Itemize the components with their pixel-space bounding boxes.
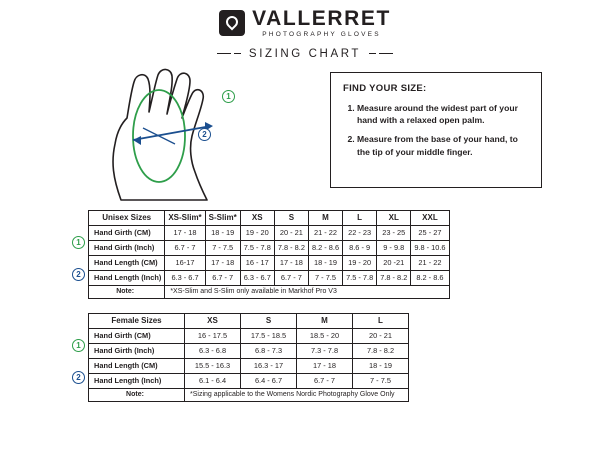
cell: 6.1 - 6.4 (185, 373, 241, 388)
cell: 7.8 - 8.2 (274, 240, 308, 255)
column-header: M (308, 210, 342, 225)
note-text: *Sizing applicable to the Womens Nordic Photography Glove Only (185, 388, 409, 401)
table-note-row (89, 388, 409, 401)
brand-name: VALLERRET (252, 7, 391, 30)
unisex-length-marker: 2 (72, 268, 85, 281)
size-tables (0, 206, 610, 402)
cell: 17 - 18 (274, 255, 308, 270)
cell: 6.7 - 7 (274, 270, 308, 285)
cell: 20 - 21 (353, 328, 409, 343)
sizing-chart-title-row (217, 48, 393, 60)
cell: 19 - 20 (240, 225, 274, 240)
right-dash-rule-icon (369, 53, 393, 55)
cell: 7 - 7.5 (205, 240, 240, 255)
table-row (89, 225, 450, 240)
row-label: Hand Length (CM) (89, 255, 165, 270)
cell: 23 - 25 (377, 225, 411, 240)
cell: 21 - 22 (308, 225, 342, 240)
find-your-size-title: FIND YOUR SIZE: (343, 82, 427, 94)
find-your-size-step: 1. Measure around the widest part of your hand with a relaxed open palm. (357, 102, 529, 127)
left-dash-rule-icon (217, 53, 241, 55)
diagram-marker-2: 2 (198, 128, 211, 141)
brand-tagline: PHOTOGRAPHY GLOVES (262, 31, 381, 38)
cell: 17 - 18 (205, 255, 240, 270)
cell: 9 - 9.8 (377, 240, 411, 255)
unisex-sizes-table (88, 210, 450, 299)
note-label: Note: (89, 388, 185, 401)
row-label: Hand Girth (CM) (89, 328, 185, 343)
row-label: Hand Length (CM) (89, 358, 185, 373)
column-header: S (241, 313, 297, 328)
table-row (89, 343, 409, 358)
row-label: Hand Girth (Inch) (89, 343, 185, 358)
cell: 6.3 - 6.7 (240, 270, 274, 285)
cell: 7.5 - 7.8 (240, 240, 274, 255)
hand-diagram (0, 66, 320, 206)
page-header (0, 0, 610, 60)
cell: 6.7 - 7 (297, 373, 353, 388)
table-row (89, 210, 450, 225)
cell: 25 - 27 (411, 225, 449, 240)
unisex-girth-marker: 1 (72, 236, 85, 249)
diagram-marker-1: 1 (222, 90, 235, 103)
unisex-table-title: Unisex Sizes (89, 210, 165, 225)
table-row (89, 358, 409, 373)
female-table-title: Female Sizes (89, 313, 185, 328)
cell: 9.8 - 10.6 (411, 240, 449, 255)
column-header: XS (185, 313, 241, 328)
cell: 8.2 - 8.6 (308, 240, 342, 255)
female-girth-marker: 1 (72, 339, 85, 352)
note-text: *XS-Slim and S-Slim only available in Markhof Pro V3 (165, 285, 449, 298)
cell: 6.4 - 6.7 (241, 373, 297, 388)
column-header: L (343, 210, 377, 225)
cell: 18 - 19 (205, 225, 240, 240)
illustration-and-instructions (0, 60, 610, 206)
cell: 16.3 - 17 (241, 358, 297, 373)
column-header: XXL (411, 210, 449, 225)
cell: 7.3 - 7.8 (297, 343, 353, 358)
cell: 16-17 (165, 255, 205, 270)
cell: 7.5 - 7.8 (343, 270, 377, 285)
table-row (89, 240, 450, 255)
brand-logo (219, 8, 391, 39)
cell: 22 - 23 (343, 225, 377, 240)
find-your-size-step: 2. Measure from the base of your hand, to the tip of your middle finger. (357, 133, 529, 158)
cell: 15.5 - 16.3 (185, 358, 241, 373)
cell: 16 - 17.5 (185, 328, 241, 343)
cell: 7.8 - 8.2 (353, 343, 409, 358)
row-label: Hand Girth (Inch) (89, 240, 165, 255)
mountain-lens-logo-icon (219, 10, 245, 36)
table-row (89, 255, 450, 270)
cell: 6.7 - 7 (205, 270, 240, 285)
cell: 18.5 - 20 (297, 328, 353, 343)
column-header: S-Slim* (205, 210, 240, 225)
cell: 6.7 - 7 (165, 240, 205, 255)
row-label: Hand Girth (CM) (89, 225, 165, 240)
cell: 17.5 - 18.5 (241, 328, 297, 343)
table-note-row (89, 285, 450, 298)
cell: 6.3 - 6.8 (185, 343, 241, 358)
cell: 6.3 - 6.7 (165, 270, 205, 285)
cell: 17 - 18 (165, 225, 205, 240)
cell: 7 - 7.5 (308, 270, 342, 285)
cell: 7.8 - 8.2 (377, 270, 411, 285)
unisex-sizes-block (76, 210, 610, 299)
note-label: Note: (89, 285, 165, 298)
cell: 7 - 7.5 (353, 373, 409, 388)
cell: 20 -21 (377, 255, 411, 270)
female-sizes-block (76, 313, 610, 402)
cell: 17 - 18 (297, 358, 353, 373)
cell: 6.8 - 7.3 (241, 343, 297, 358)
row-label: Hand Length (Inch) (89, 270, 165, 285)
column-header: L (353, 313, 409, 328)
cell: 16 - 17 (240, 255, 274, 270)
cell: 18 - 19 (308, 255, 342, 270)
female-sizes-table (88, 313, 409, 402)
cell: 18 - 19 (353, 358, 409, 373)
table-row (89, 313, 409, 328)
cell: 8.2 - 8.6 (411, 270, 449, 285)
cell: 19 - 20 (343, 255, 377, 270)
brand-wordmark (252, 8, 391, 39)
column-header: XL (377, 210, 411, 225)
table-row (89, 328, 409, 343)
column-header: S (274, 210, 308, 225)
cell: 20 - 21 (274, 225, 308, 240)
female-length-marker: 2 (72, 371, 85, 384)
table-row (89, 373, 409, 388)
column-header: XS (240, 210, 274, 225)
find-your-size-steps (343, 102, 529, 159)
page-title: SIZING CHART (248, 47, 362, 60)
row-label: Hand Length (Inch) (89, 373, 185, 388)
find-your-size-box (330, 72, 542, 188)
column-header: M (297, 313, 353, 328)
table-row (89, 270, 450, 285)
column-header: XS-Slim* (165, 210, 205, 225)
cell: 21 - 22 (411, 255, 449, 270)
cell: 8.6 - 9 (343, 240, 377, 255)
